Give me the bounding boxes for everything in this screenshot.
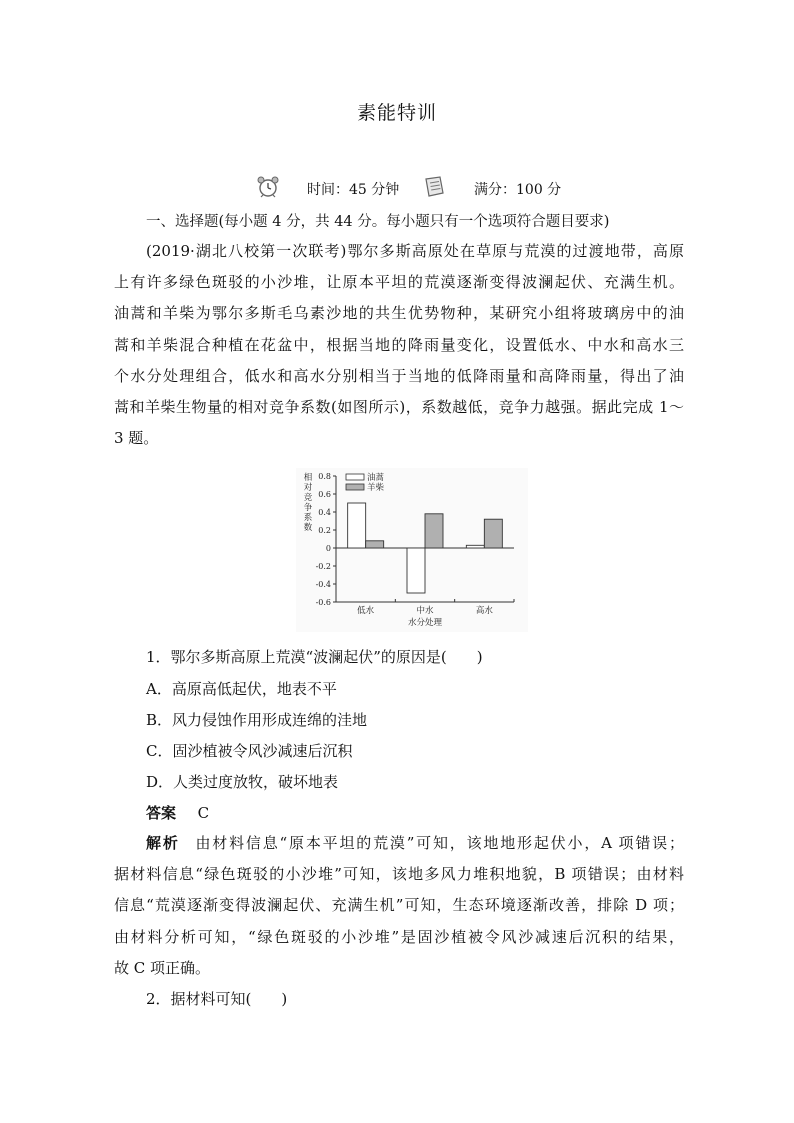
legend-label: 油蒿 xyxy=(367,473,385,483)
q1-option-d: D．人类过度放牧，破坏地表 xyxy=(146,773,339,791)
legend-label: 羊柴 xyxy=(367,483,385,493)
exam-meta xyxy=(0,176,794,200)
legend-swatch xyxy=(346,474,364,480)
q1-answer xyxy=(146,802,209,823)
y-tick-label: -0.4 xyxy=(315,580,331,589)
q1-option-c: C．固沙植被令风沙减速后沉积 xyxy=(146,742,353,760)
x-tick-label: 低水 xyxy=(357,606,375,616)
material-line: (2019·湖北八校第一次联考)鄂尔多斯高原处在草原与荒漠的过渡地带，高原 xyxy=(146,242,684,260)
material-line: 上有许多绿色斑驳的小沙堆，让原本平坦的荒漠逐渐变得波澜起伏、充满生机。 xyxy=(114,273,684,292)
material-line: 个水分处理组合，低水和高水分别相当于当地的低降雨量和高降雨量，得出了油 xyxy=(114,366,684,385)
y-axis-label-char: 系 xyxy=(303,513,313,523)
material-line: 蒿和羊柴混合种植在花盆中，根据当地的降雨量变化，设置低水、中水和高水三 xyxy=(114,335,684,354)
chart-svg xyxy=(296,468,528,632)
x-axis-label: 水分处理 xyxy=(407,618,443,628)
y-tick-label: 0.4 xyxy=(318,508,331,517)
material-paragraph xyxy=(114,236,684,454)
y-axis-label-char: 竞 xyxy=(303,493,313,503)
question-1-stem: 1．鄂尔多斯高原上荒漠“波澜起伏”的原因是( ) xyxy=(146,648,483,666)
time-limit: 时间：45 分钟 xyxy=(307,182,400,198)
y-tick-label: 0.2 xyxy=(318,526,331,535)
y-axis-label-char: 相 xyxy=(303,473,313,483)
section-heading: 一、选择题(每小题 4 分，共 44 分。每小题只有一个选项符合题目要求) xyxy=(146,214,610,230)
bar-油蒿 xyxy=(407,548,425,593)
y-tick-label: 0.6 xyxy=(318,490,331,499)
x-tick-label: 中水 xyxy=(416,606,434,616)
full-score: 满分：100 分 xyxy=(474,182,562,198)
q1-analysis xyxy=(114,828,684,984)
y-tick-label: 0.8 xyxy=(318,472,331,481)
analysis-line: 解析 由材料信息“原本平坦的荒漠”可知，该地地形起伏小，A 项错误； xyxy=(146,834,684,852)
y-tick-label: -0.6 xyxy=(315,598,331,607)
bar-羊柴 xyxy=(366,541,384,548)
question-2-stem: 2．据材料可知( ) xyxy=(146,990,288,1008)
q1-option-a: A．高原高低起伏，地表不平 xyxy=(146,680,337,698)
y-axis-label-char: 数 xyxy=(303,523,313,533)
material-line: 油蒿和羊柴为鄂尔多斯毛乌素沙地的共生优势物种，某研究小组将玻璃房中的油 xyxy=(114,304,684,323)
answer-label: 答案 xyxy=(146,804,177,822)
x-tick-label: 高水 xyxy=(475,606,493,616)
bar-羊柴 xyxy=(425,514,443,548)
answer-value: C xyxy=(197,804,210,822)
page-title: 素能特训 xyxy=(356,102,437,124)
y-axis-label-char: 对 xyxy=(303,483,313,493)
legend-swatch xyxy=(346,484,364,490)
bar-油蒿 xyxy=(348,503,366,548)
material-line: 3 题。 xyxy=(114,429,159,448)
alarm-clock-icon xyxy=(256,176,280,202)
analysis-line: 据材料信息“绿色斑驳的小沙堆”可知，该地多风力堆积地貌，B 项错误；由材料 xyxy=(114,865,684,884)
y-tick-label: 0 xyxy=(325,544,331,553)
bar-油蒿 xyxy=(466,545,484,548)
competition-coefficient-chart xyxy=(296,468,528,632)
analysis-line: 由材料分析可知，“绿色斑驳的小沙堆”是固沙植被令风沙减速后沉积的结果， xyxy=(114,927,684,946)
q1-option-b: B．风力侵蚀作用形成连绵的洼地 xyxy=(146,711,368,729)
bar-羊柴 xyxy=(484,519,502,548)
analysis-line: 故 C 项正确。 xyxy=(114,958,211,977)
analysis-label: 解析 xyxy=(146,834,180,852)
y-axis-label-char: 争 xyxy=(303,503,313,513)
material-line: 蒿和羊柴生物量的相对竞争系数(如图所示)，系数越低，竞争力越强。据此完成 1～ xyxy=(114,398,684,417)
score-paper-icon xyxy=(422,176,446,202)
y-tick-label: -0.2 xyxy=(315,562,331,571)
analysis-line: 信息“荒漠逐渐变得波澜起伏、充满生机”可知，生态环境逐渐改善，排除 D 项； xyxy=(114,896,684,915)
